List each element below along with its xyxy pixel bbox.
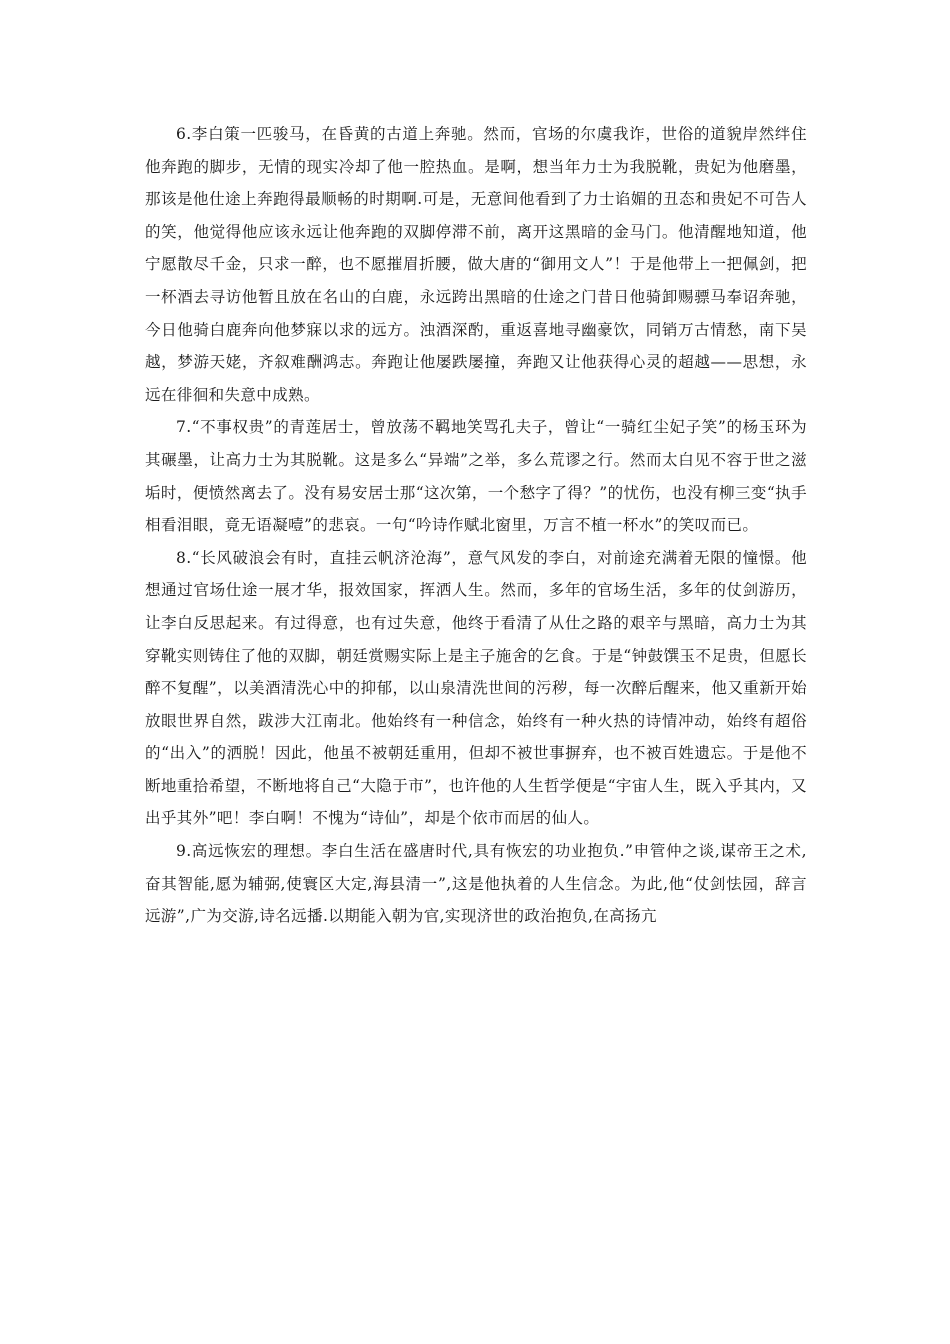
paragraph-7: 7.“不事权贵”的青莲居士，曾放荡不羁地笑骂孔夫子，曾让“一骑红尘妃子笑”的杨玉环为其碾墨，让高力士为其脱靴。这是多么“异端”之举，多么荒谬之行。然而太白见不容于世之滋垢时，便愤然离去了。没有易安居士那“这次第，一个愁字了得？”的忧伤，也没有柳三变“执手相看泪眼，竟无语凝噎”的悲哀。一句“吟诗作赋北窗里，万言不植一杯水”的笑叹而已。 (145, 418, 807, 535)
paragraph-9: 9.高远恢宏的理想。李白生活在盛唐时代,具有恢宏的功业抱负.”申管仲之谈,谋帝王之术,奋其智能,愿为辅弼,使寰区大定,海县清一”,这是他执着的人生信念。为此,他“仗剑怯园，辞言远游”,广为交游,诗名远播.以期能入朝为官,实现济世的政治抱负,在高扬亢 (145, 842, 807, 926)
paragraph-8: 8.“长风破浪会有时，直挂云帆济沧海”，意气风发的李白，对前途充满着无限的憧憬。他想通过官场仕途一展才华，报效国家，挥洒人生。然而，多年的官场生活，多年的仗剑游历，让李白反思起来。有过得意，也有过失意，他终于看清了从仕之路的艰辛与黑暗，高力士为其穿靴实则铸住了他的双脚，朝廷赏赐实际上是主子施舍的乞食。于是“钟鼓馔玉不足贵，但愿长醉不复醒”，以美酒清洗心中的抑郁，以山泉清洗世间的污秽，每一次醉后醒来，他又重新开始放眼世界自然，跋涉大江南北。他始终有一种信念，始终有一种火热的诗情冲动，始终有超俗的“出入”的洒脱！因此，他虽不被朝廷重用，但却不被世事摒弃，也不被百姓遗忘。于是他不断地重拾希望，不断地将自己“大隐于市”，也许他的人生哲学便是“宇宙人生，既入乎其内，又出乎其外”吧！李白啊！不愧为“诗仙”，却是个依市而居的仙人。 (145, 548, 807, 828)
paragraph-6: 6.李白策一匹骏马，在昏黄的古道上奔驰。然而，官场的尔虞我诈，世俗的道貌岸然绊住他奔跑的脚步，无情的现实冷却了他一腔热血。是啊，想当年力士为我脱靴，贵妃为他磨墨，那该是他仕途上奔跑得最顺畅的时期啊.可是，无意间他看到了力士谄媚的丑态和贵妃不可告人的笑，他觉得他应该永远让他奔跑的双脚停滞不前，离开这黑暗的金马门。他清醒地知道，他宁愿散尽千金，只求一醉，也不愿摧眉折腰，做大唐的“御用文人”！于是他带上一把佩剑，把一杯酒去寻访他暂且放在名山的白鹿，永远跨出黑暗的仕途之门昔日他骑卸赐骠马奉诏奔驰，今日他骑白鹿奔向他梦寐以求的远方。浊酒深酌，重返喜地寻幽豪饮，同销万古情愁，南下吴越，梦游天姥，齐叙难酬鸿志。奔跑让他屡跌屡撞，奔跑又让他获得心灵的超越——思想，永远在徘徊和失意中成熟。 (145, 125, 807, 404)
document-page (145, 118, 807, 933)
